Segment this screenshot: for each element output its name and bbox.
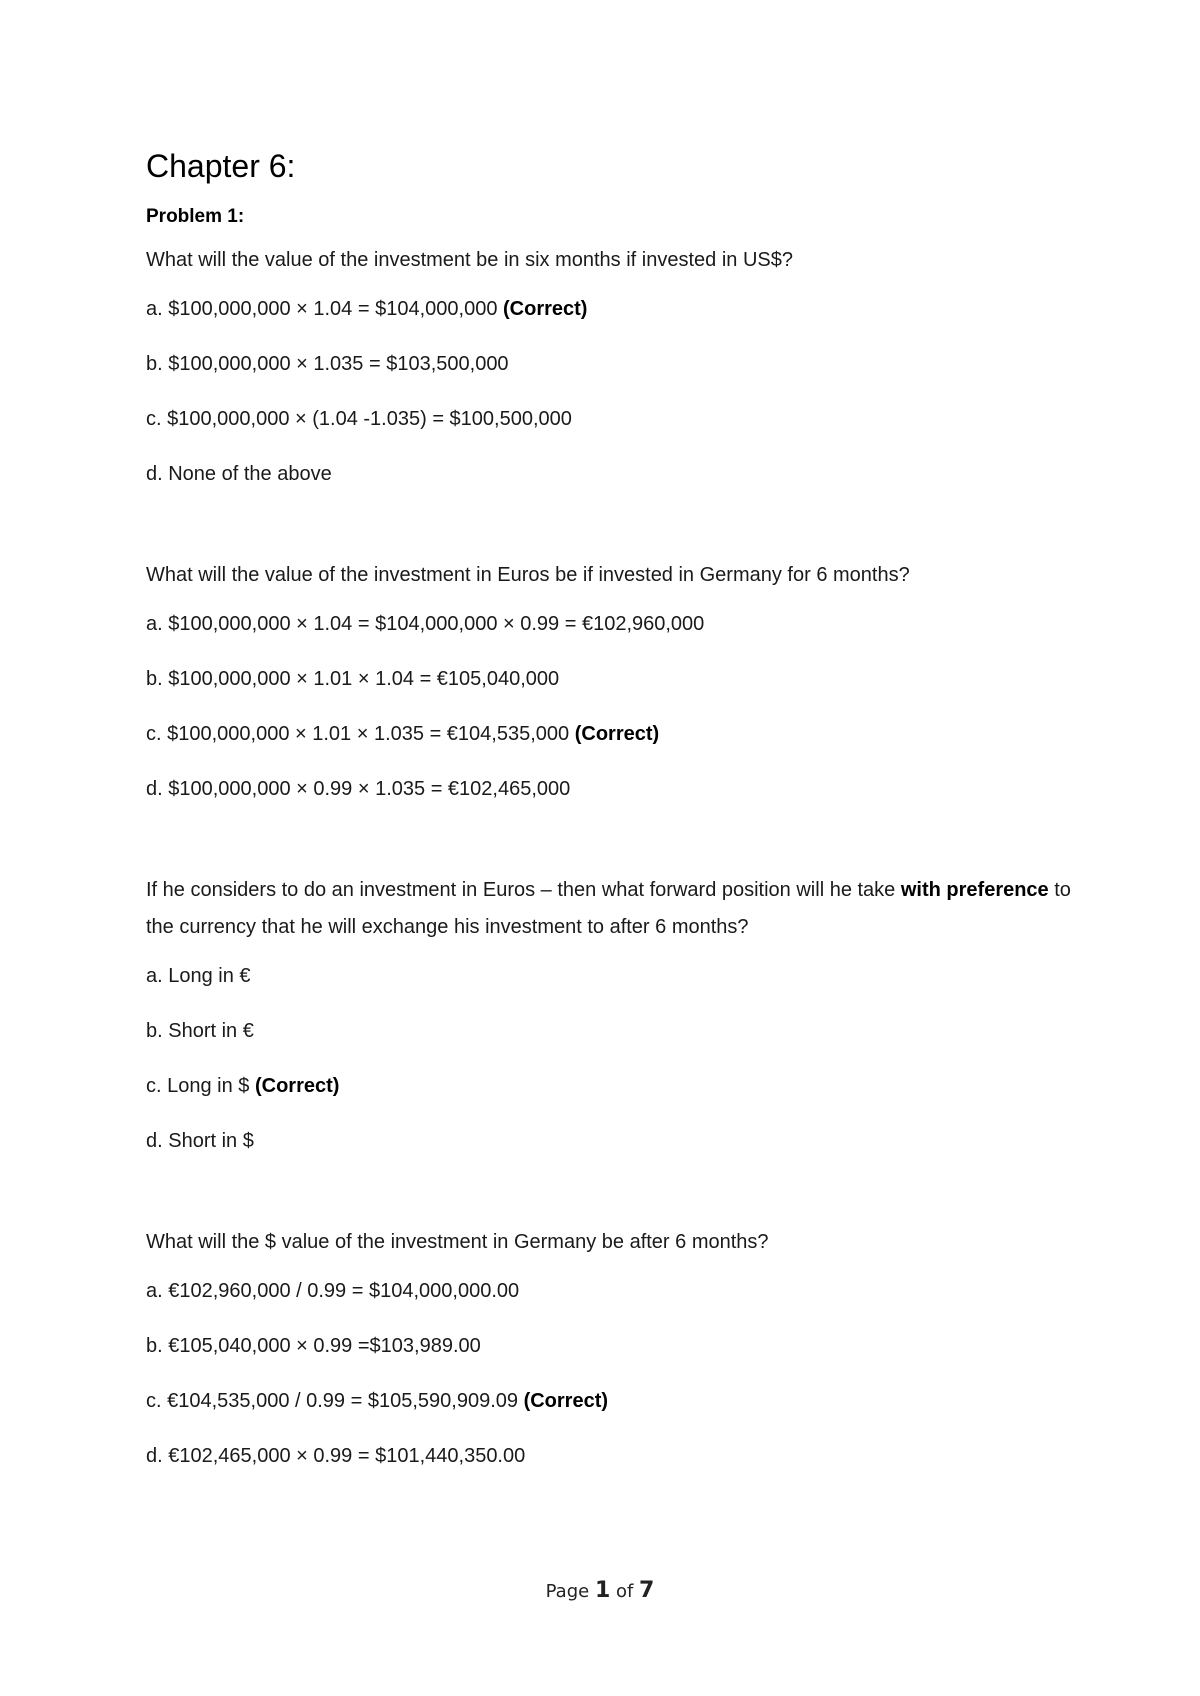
option-text: a. $100,000,000 × 1.04 = $104,000,000 × 0.99 = €102,960,000 bbox=[146, 613, 705, 635]
question-1-option-b bbox=[146, 351, 1076, 377]
question-2 bbox=[146, 557, 1076, 802]
footer-of-word: of bbox=[610, 1581, 640, 1602]
question-2-text: What will the value of the investment in Euros be if invested in Germany for 6 months? bbox=[146, 564, 910, 586]
option-text: a. €102,960,000 / 0.99 = $104,000,000.00 bbox=[146, 1280, 520, 1302]
footer-total-pages: 7 bbox=[639, 1578, 655, 1603]
question-1-option-d bbox=[146, 461, 1076, 487]
question-1 bbox=[146, 242, 1076, 487]
question-4-option-a bbox=[146, 1278, 1076, 1304]
question-4-option-c bbox=[146, 1388, 1076, 1414]
question-3-option-a bbox=[146, 963, 1076, 989]
question-2-option-a bbox=[146, 611, 1076, 637]
question-3-text bbox=[146, 872, 1076, 946]
question-4-option-d bbox=[146, 1443, 1076, 1469]
option-text: d. €102,465,000 × 0.99 = $101,440,350.00 bbox=[146, 1445, 526, 1467]
question-1-text: What will the value of the investment be in six months if invested in US$? bbox=[146, 249, 793, 271]
correct-tag: (Correct) bbox=[503, 298, 588, 320]
option-text: a. $100,000,000 × 1.04 = $104,000,000 bbox=[146, 298, 503, 320]
option-text: c. €104,535,000 / 0.99 = $105,590,909.09 bbox=[146, 1390, 524, 1412]
question-3-option-b bbox=[146, 1018, 1076, 1044]
problem-label: Problem 1: bbox=[146, 206, 245, 227]
question-2-option-b bbox=[146, 666, 1076, 692]
question-1-option-c bbox=[146, 406, 1076, 432]
page-footer bbox=[0, 1578, 1200, 1603]
document-body bbox=[146, 146, 1076, 1469]
footer-page-word: Page bbox=[545, 1581, 595, 1602]
option-text: b. $100,000,000 × 1.035 = $103,500,000 bbox=[146, 353, 509, 375]
correct-tag: (Correct) bbox=[523, 1390, 609, 1412]
option-text: b. $100,000,000 × 1.01 × 1.04 = €105,040,000 bbox=[146, 668, 560, 690]
question-4-option-b bbox=[146, 1333, 1076, 1359]
option-text: a. Long in € bbox=[146, 965, 251, 987]
question-1-option-a bbox=[146, 296, 1076, 322]
question-3 bbox=[146, 872, 1076, 1154]
option-text: c. $100,000,000 × (1.04 -1.035) = $100,500,000 bbox=[146, 408, 572, 430]
correct-tag: (Correct) bbox=[574, 723, 660, 745]
option-text: b. €105,040,000 × 0.99 =$103,989.00 bbox=[146, 1335, 481, 1357]
option-text: d. $100,000,000 × 0.99 × 1.035 = €102,465,000 bbox=[146, 778, 571, 800]
option-text: b. Short in € bbox=[146, 1020, 254, 1042]
option-text: d. Short in $ bbox=[146, 1130, 254, 1152]
question-4 bbox=[146, 1224, 1076, 1469]
option-text: c. Long in $ bbox=[146, 1075, 255, 1097]
question-3-option-c bbox=[146, 1073, 1076, 1099]
option-text: c. $100,000,000 × 1.01 × 1.035 = €104,535,000 bbox=[146, 723, 575, 745]
question-2-option-d bbox=[146, 776, 1076, 802]
chapter-title: Chapter 6: bbox=[146, 148, 296, 184]
question-4-text: What will the $ value of the investment in Germany be after 6 months? bbox=[146, 1231, 769, 1253]
option-text: d. None of the above bbox=[146, 463, 332, 485]
question-3-text-part2: to the currency that he will exchange his investment to after 6 months? bbox=[146, 879, 1071, 938]
question-2-option-c bbox=[146, 721, 1076, 747]
question-3-option-d bbox=[146, 1128, 1076, 1154]
correct-tag: (Correct) bbox=[254, 1075, 340, 1097]
question-3-text-part1: If he considers to do an investment in Euros – then what forward position will he take bbox=[146, 879, 901, 901]
footer-current-page: 1 bbox=[594, 1578, 611, 1603]
question-3-text-bold: with preference bbox=[900, 879, 1049, 901]
